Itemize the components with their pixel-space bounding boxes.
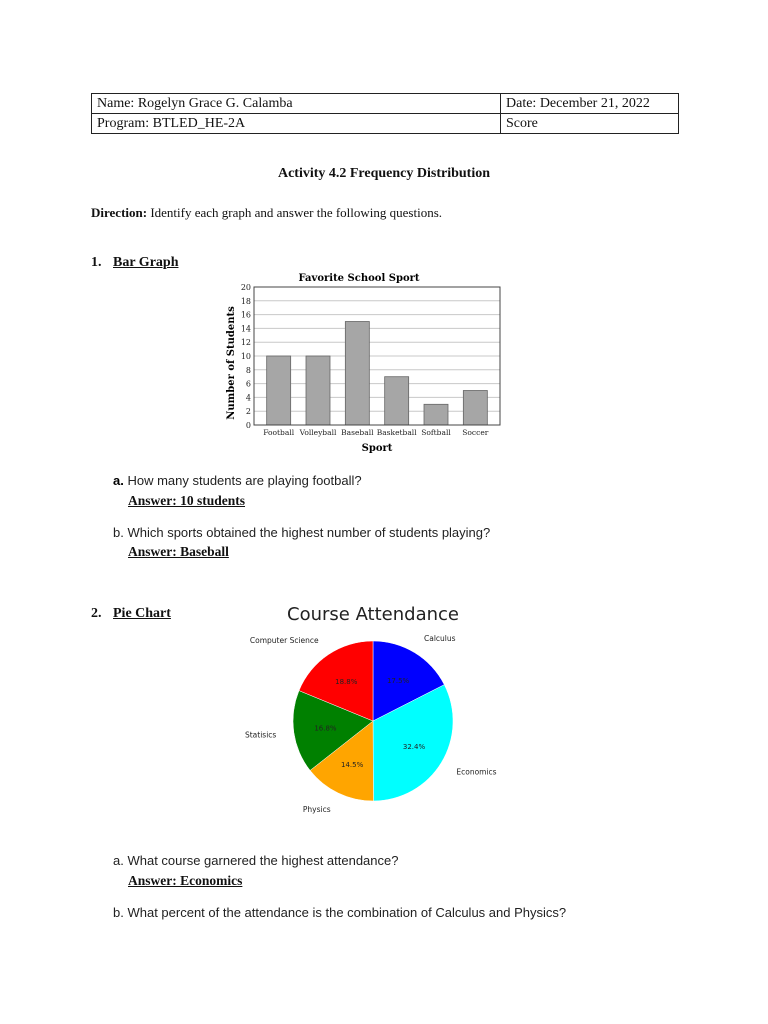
section-2-heading [91, 606, 171, 622]
bar-xtick-label: Softball [421, 428, 451, 437]
bar-chart-title: Favorite School Sport [298, 273, 420, 284]
pie-category-label: Calculus [423, 633, 456, 643]
date-cell: Date: December 21, 2022 [501, 94, 679, 114]
bar-ytick-label: 10 [240, 352, 251, 361]
section-1-number: 1. [91, 255, 102, 270]
bar-soccer [463, 391, 487, 426]
answer-1a: Answer: 10 students [128, 493, 246, 508]
question-1b-marker: b. [113, 525, 124, 540]
bar-baseball [345, 322, 369, 426]
pie-category-label: Physics [302, 804, 331, 814]
pie-percent-label: 17.5% [386, 677, 410, 686]
answer-1b: Answer: Baseball [128, 544, 229, 559]
direction [91, 205, 442, 221]
answer-2a: Answer: Economics [128, 873, 243, 888]
question-1b [113, 525, 490, 540]
pie-percent-label: 14.5% [341, 761, 364, 770]
question-1a-text: How many students are playing football? [127, 473, 362, 488]
bar-xtick-label: Football [263, 428, 295, 437]
program-cell: Program: BTLED_HE-2A [92, 114, 501, 134]
pie-category-label: Economics [456, 767, 497, 777]
question-2a-text: What course garnered the highest attendance? [127, 853, 399, 868]
bar-chart-ylabel: Number of Students [226, 306, 237, 420]
bar-ytick-label: 4 [245, 393, 251, 403]
bar-softball [424, 404, 448, 425]
question-2a-marker: a. [113, 853, 124, 868]
bar-chart [218, 264, 510, 456]
question-1a [113, 473, 362, 488]
direction-label: Direction: [91, 205, 148, 220]
bar-ytick-label: 16 [240, 310, 251, 320]
bar-ytick-label: 8 [245, 365, 251, 375]
activity-title: Activity 4.2 Frequency Distribution [277, 166, 491, 181]
bar-chart-xlabel: Sport [361, 443, 393, 454]
bar-ytick-label: 2 [245, 407, 251, 417]
direction-text: Identify each graph and answer the following questions. [150, 205, 443, 220]
question-2a [113, 853, 398, 868]
question-1a-marker: a. [113, 473, 124, 488]
bar-football [267, 356, 291, 425]
section-1-label: Bar Graph [113, 255, 179, 270]
pie-percent-label: 18.8% [335, 678, 358, 687]
pie-category-label: Statisics [244, 730, 277, 740]
student-info-table [91, 93, 679, 134]
bar-ytick-label: 20 [240, 283, 251, 292]
bar-xtick-label: Volleyball [299, 428, 337, 437]
bar-ytick-label: 12 [240, 338, 251, 348]
bar-basketball [385, 377, 409, 425]
bar-volleyball [306, 356, 330, 425]
bar-ytick-label: 0 [245, 421, 251, 430]
question-1b-text: Which sports obtained the highest number of students playing? [127, 525, 491, 540]
bar-ytick-label: 18 [240, 296, 251, 306]
question-2b [113, 905, 566, 920]
bar-xtick-label: Basketball [376, 428, 417, 437]
bar-ytick-label: 6 [245, 379, 251, 389]
pie-category-label: Computer Science [249, 635, 319, 645]
pie-chart-title: Course Attendance [287, 604, 459, 625]
bar-ytick-label: 14 [240, 324, 251, 334]
question-2b-text: What percent of the attendance is the combination of Calculus and Physics? [127, 905, 567, 920]
bar-xtick-label: Baseball [341, 428, 374, 437]
score-cell: Score [501, 114, 679, 134]
name-cell: Name: Rogelyn Grace G. Calamba [92, 94, 501, 114]
pie-percent-label: 16.8% [314, 724, 337, 733]
section-2-label: Pie Chart [113, 606, 171, 621]
question-2b-marker: b. [113, 905, 124, 920]
pie-chart [244, 598, 497, 814]
section-1-heading [91, 255, 178, 271]
bar-xtick-label: Soccer [462, 428, 489, 437]
section-2-number: 2. [91, 606, 102, 621]
pie-percent-label: 32.4% [402, 742, 426, 751]
